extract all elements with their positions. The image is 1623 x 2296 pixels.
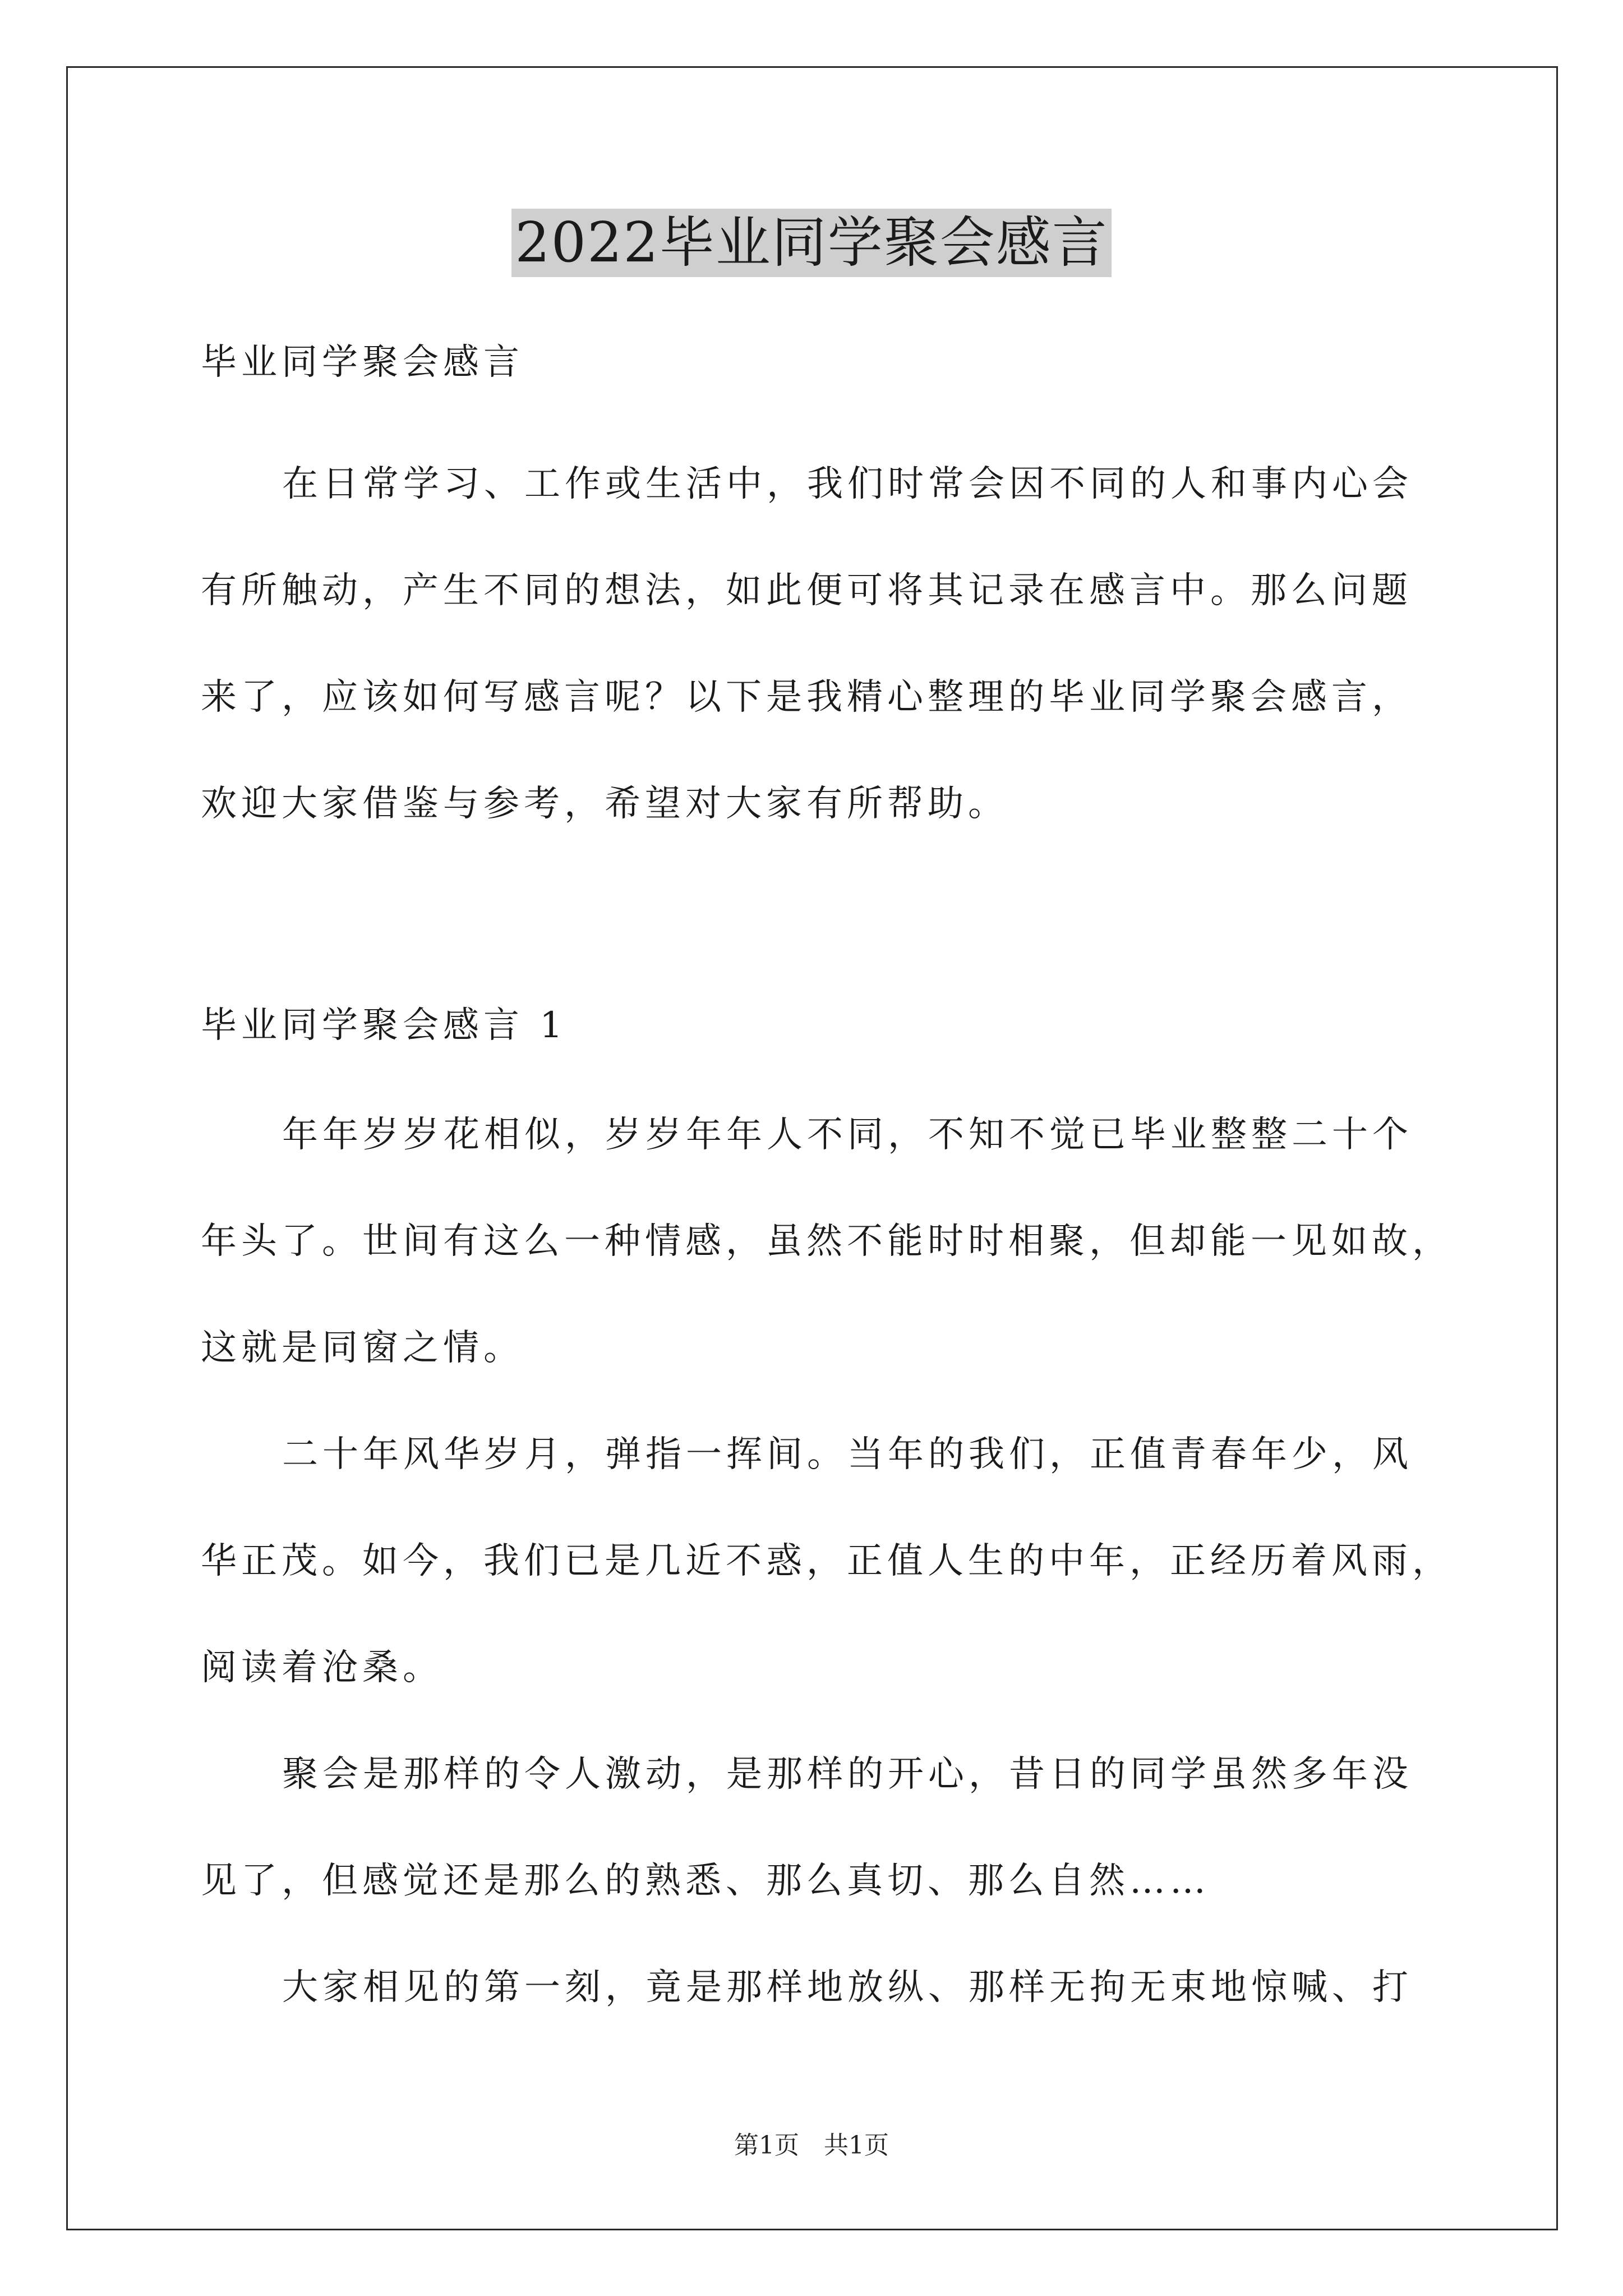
page-footer: 第1页 共1页 xyxy=(734,2131,889,2160)
paragraph-line: 二十年风华岁月，弹指一挥间。当年的我们，正值青春年少，风 xyxy=(282,1434,1413,1475)
paragraph-line: 华正茂。如今，我们已是几近不惑，正值人生的中年，正经历着风雨， xyxy=(201,1540,1453,1582)
paragraph-line: 来了，应该如何写感言呢？以下是我精心整理的毕业同学聚会感言， xyxy=(201,677,1412,718)
paragraph-line: 有所触动，产生不同的想法，如此便可将其记录在感言中。那么问题 xyxy=(201,570,1412,611)
paragraph-line: 大家相见的第一刻，竟是那样地放纵、那样无拘无束地惊喊、打 xyxy=(282,1967,1413,2008)
paragraph-line: 阅读着沧桑。 xyxy=(201,1647,443,1688)
paragraph-line: 这就是同窗之情。 xyxy=(201,1327,524,1369)
paragraph-line: 年头了。世间有这么一种情感，虽然不能时时相聚，但却能一见如故， xyxy=(201,1221,1453,1262)
section-heading: 毕业同学聚会感言 xyxy=(201,342,524,383)
paragraph-line: 聚会是那样的令人激动，是那样的开心，昔日的同学虽然多年没 xyxy=(282,1754,1413,1795)
paragraph-line: 欢迎大家借鉴与参考，希望对大家有所帮助。 xyxy=(201,783,1008,825)
section-heading: 毕业同学聚会感言 1 xyxy=(201,1005,568,1046)
paragraph-line: 年年岁岁花相似，岁岁年年人不同，不知不觉已毕业整整二十个 xyxy=(282,1114,1413,1156)
document-title: 2022毕业同学聚会感言 xyxy=(0,206,1623,279)
paragraph-line: 见了，但感觉还是那么的熟悉、那么真切、那么自然…… xyxy=(201,1860,1210,1902)
paragraph-line: 在日常学习、工作或生活中，我们时常会因不同的人和事内心会 xyxy=(282,463,1413,505)
